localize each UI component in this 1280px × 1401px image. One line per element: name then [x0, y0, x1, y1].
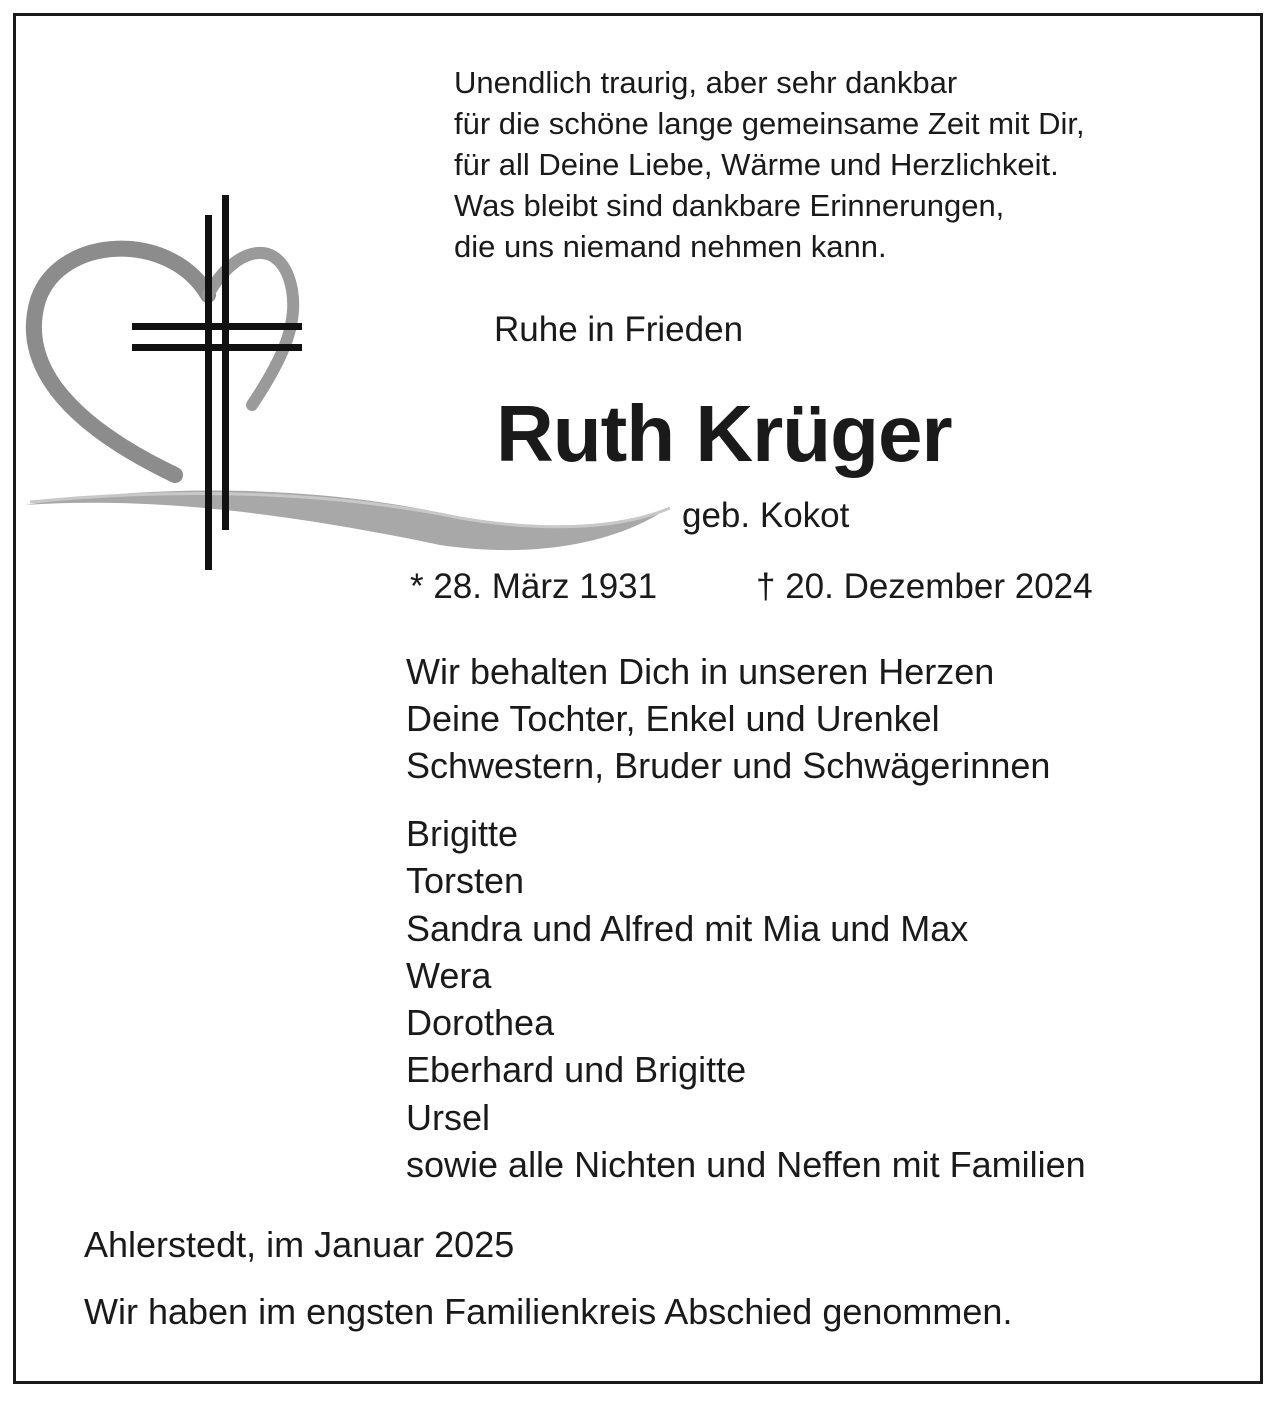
closing-line: Wir behalten Dich in unseren Herzen: [406, 651, 995, 692]
mourner-item: Ursel: [406, 1096, 491, 1138]
opening-quote: [454, 62, 1085, 267]
mourner-item: Dorothea: [406, 1002, 555, 1044]
closing-line: Schwestern, Bruder und Schwägerinnen: [406, 745, 1051, 786]
rest-in-peace: Ruhe in Frieden: [494, 310, 744, 349]
heart-icon: [34, 249, 293, 475]
mourner-list: [406, 810, 1086, 1188]
deceased-name: Ruth Krüger: [496, 389, 952, 478]
farewell-note: Wir haben im engsten Familienkreis Abschied genommen.: [84, 1291, 1013, 1332]
quote-line: für all Deine Liebe, Wärme und Herzlichkeit.: [454, 147, 1059, 182]
quote-line: Was bleibt sind dankbare Erinnerungen,: [454, 188, 1005, 223]
quote-line: für die schöne lange gemeinsame Zeit mit Dir,: [454, 106, 1085, 141]
place-and-date: Ahlerstedt, im Januar 2025: [84, 1224, 515, 1265]
wave-icon: [25, 491, 670, 551]
quote-line: die uns niemand nehmen kann.: [454, 229, 887, 264]
mourner-item: Torsten: [406, 860, 525, 902]
mourner-item: sowie alle Nichten und Neffen mit Familien: [406, 1144, 1086, 1186]
birth-date: * 28. März 1931: [410, 567, 658, 606]
mourner-item: Sandra und Alfred mit Mia und Max: [406, 907, 969, 949]
death-date: † 20. Dezember 2024: [756, 567, 1093, 606]
mourner-item: Eberhard und Brigitte: [406, 1049, 747, 1091]
quote-line: Unendlich traurig, aber sehr dankbar: [454, 65, 958, 100]
mourner-item: Brigitte: [406, 813, 519, 854]
closing-lines: [406, 648, 1050, 789]
closing-line: Deine Tochter, Enkel und Urenkel: [406, 698, 940, 739]
maiden-name: geb. Kokot: [682, 496, 850, 535]
mourner-item: Wera: [406, 954, 492, 996]
